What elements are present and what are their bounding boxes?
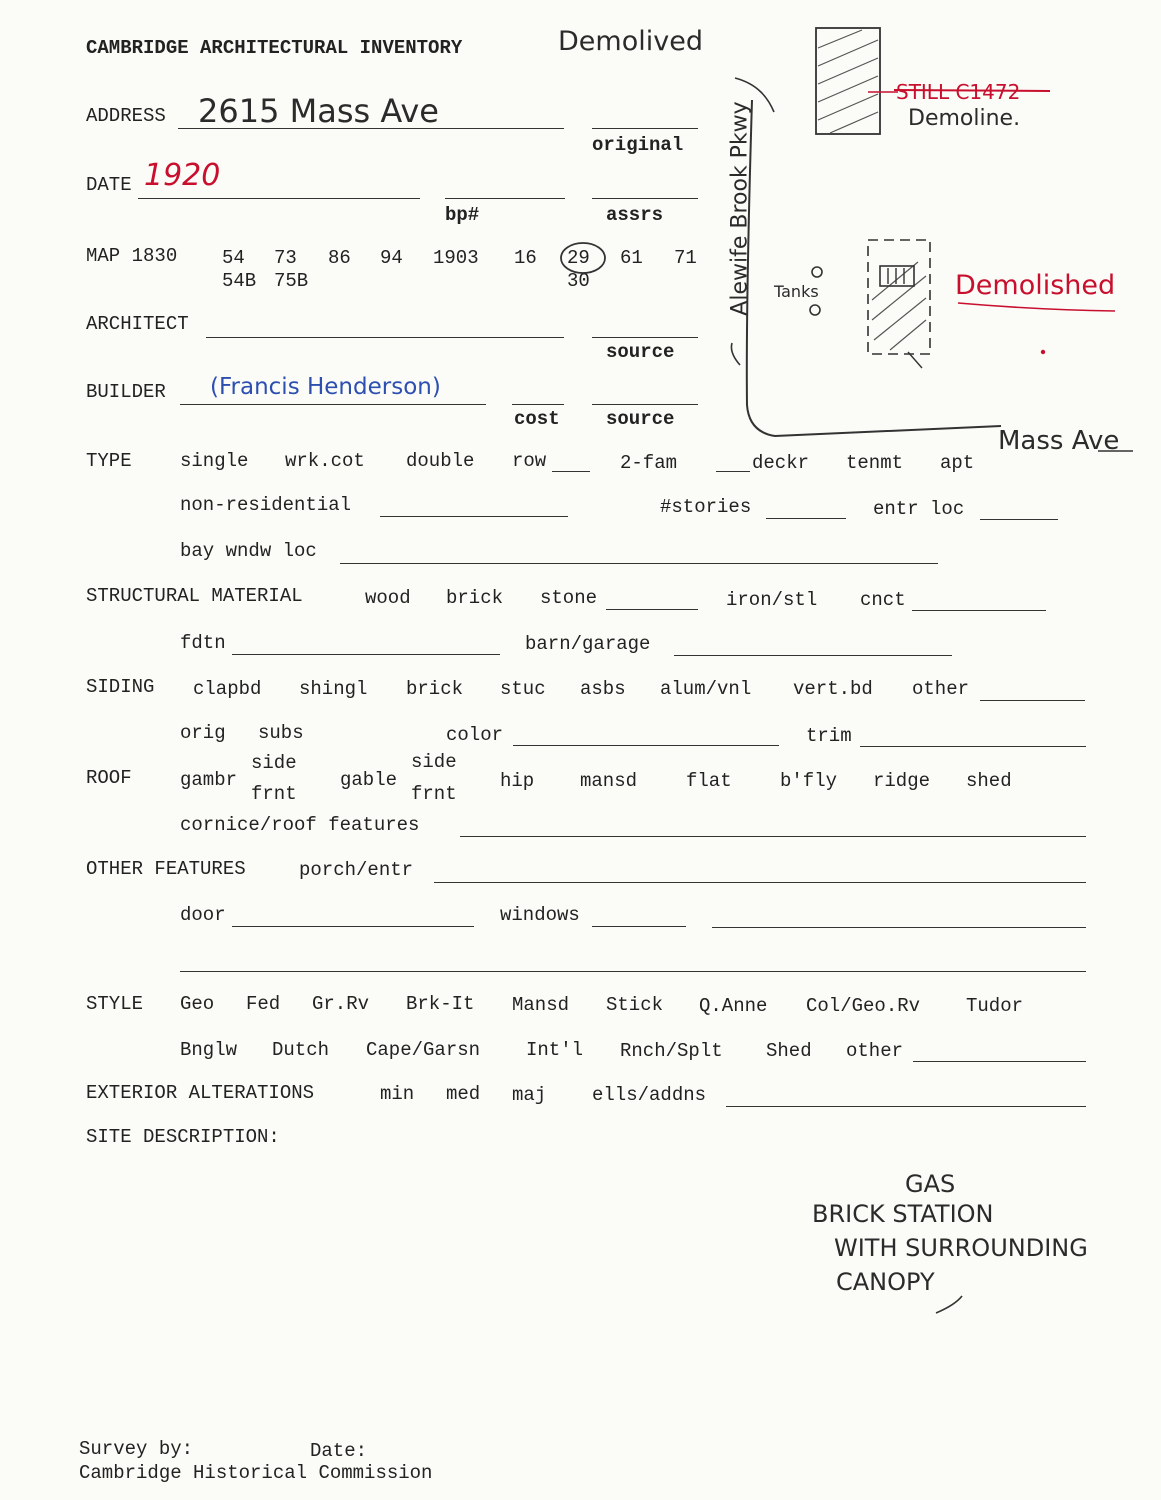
source-label: source: [606, 341, 675, 363]
date-label: DATE: [86, 174, 132, 196]
site-label: SITE DESCRIPTION:: [86, 1126, 280, 1148]
style-option: Int'l: [526, 1039, 584, 1061]
survey-label: Survey by:: [79, 1438, 194, 1460]
assrs-label: assrs: [606, 204, 664, 226]
structural-option: stone: [540, 587, 598, 609]
roof-gambr-side: side: [251, 752, 297, 774]
roof-option: shed: [966, 770, 1012, 792]
handwritten-builder: (Francis Henderson): [210, 374, 441, 400]
roof-gambr: gambr: [180, 769, 238, 791]
structural-option: iron/stl: [726, 589, 818, 611]
style-option: Dutch: [272, 1039, 330, 1061]
style-option: Stick: [606, 994, 664, 1016]
demolished-underline: [958, 303, 1115, 311]
entr-loc-label: entr loc: [873, 498, 965, 520]
siding-option: stuc: [500, 678, 546, 700]
siding-option: asbs: [580, 678, 626, 700]
survey-date-label: Date:: [310, 1440, 368, 1462]
commission: Cambridge Historical Commission: [79, 1462, 433, 1484]
mass-ave-label: Mass Ave: [998, 426, 1120, 456]
structural-option: wood: [365, 587, 411, 609]
map-year: 61: [620, 247, 643, 269]
siding-option: alum/vnl: [660, 678, 752, 700]
map-year: 16: [514, 247, 537, 269]
site-desc-line1: GAS: [905, 1170, 956, 1198]
type-option: tenmt: [846, 452, 904, 474]
fdtn-label: fdtn: [180, 632, 226, 654]
type-option: single: [180, 450, 249, 472]
siding-option: other: [912, 678, 970, 700]
type-option: apt: [940, 452, 975, 474]
cost-label: cost: [514, 408, 560, 430]
exterior-option: min: [380, 1083, 415, 1105]
type-label: TYPE: [86, 450, 132, 472]
trim-label: trim: [806, 725, 852, 747]
map-year-circled: 29: [567, 247, 590, 269]
site-desc-line4: CANOPY: [836, 1268, 935, 1296]
street-label-vertical: Alewife Brook Pkwy: [727, 101, 753, 316]
architect-label: ARCHITECT: [86, 313, 189, 335]
still-label: STILL C1472: [896, 80, 1021, 104]
map-year: 71: [674, 247, 697, 269]
form-title: CAMBRIDGE ARCHITECTURAL INVENTORY: [86, 37, 463, 59]
roof-gambr-frnt: frnt: [251, 783, 297, 805]
structural-option: cnct: [860, 589, 906, 611]
map-year: 86: [328, 247, 351, 269]
siding-option: vert.bd: [793, 678, 873, 700]
siding-option: shingl: [299, 678, 368, 700]
subs-label: subs: [258, 722, 304, 744]
style-option: Rnch/Splt: [620, 1040, 723, 1062]
map-year: 94: [380, 247, 403, 269]
roof-gable-frnt: frnt: [411, 783, 457, 805]
exterior-option: ells/addns: [592, 1084, 707, 1106]
map-label: MAP 1830: [86, 245, 178, 267]
handwritten-address: 2615 Mass Ave: [198, 92, 439, 130]
map-year: 54B: [222, 270, 257, 292]
type-option: row: [512, 450, 547, 472]
station-diagonal: [908, 352, 922, 368]
original-label: original: [592, 134, 684, 156]
type-option: 2-fam: [620, 452, 678, 474]
bay-label: bay wndw loc: [180, 540, 317, 562]
style-option: Shed: [766, 1040, 812, 1062]
tank-icon: [812, 267, 822, 277]
orig-label: orig: [180, 722, 226, 744]
color-label: color: [446, 724, 504, 746]
style-option: Geo: [180, 993, 215, 1015]
style-label: STYLE: [86, 993, 144, 1015]
demolished-top-note: Demolived: [558, 26, 703, 57]
style-option: Cape/Garsn: [366, 1039, 481, 1061]
style-option: other: [846, 1040, 904, 1062]
roof-option: flat: [686, 770, 732, 792]
builder-label: BUILDER: [86, 381, 166, 403]
porch-label: porch/entr: [299, 859, 414, 881]
roof-label: ROOF: [86, 767, 132, 789]
siding-option: clapbd: [193, 678, 262, 700]
nonres-label: non-residential: [180, 494, 352, 516]
exterior-label: EXTERIOR ALTERATIONS: [86, 1082, 315, 1104]
roof-gable: gable: [340, 769, 398, 791]
tank-icon: [810, 305, 820, 315]
map-year: 1903: [433, 247, 479, 269]
red-dot: [1041, 350, 1045, 354]
map-year: 30: [567, 270, 590, 292]
cornice-label: cornice/roof features: [180, 814, 420, 836]
roof-gable-side: side: [411, 751, 457, 773]
style-option: Q.Anne: [699, 995, 768, 1017]
demolished-red-note: Demolished: [955, 270, 1116, 301]
street-corner: [747, 100, 1001, 436]
handwritten-date: 1920: [144, 158, 221, 193]
other-features-label: OTHER FEATURES: [86, 858, 246, 880]
roof-option: hip: [500, 770, 535, 792]
style-option: Tudor: [966, 995, 1024, 1017]
tanks-label: Tanks: [774, 282, 819, 301]
address-label: ADDRESS: [86, 105, 166, 127]
roof-option: mansd: [580, 770, 638, 792]
siding-label: SIDING: [86, 676, 155, 698]
stories-label: #stories: [660, 496, 752, 518]
exterior-option: maj: [512, 1084, 547, 1106]
map-year: 73: [274, 247, 297, 269]
site-desc-line2: BRICK STATION: [812, 1200, 994, 1228]
bp-label: bp#: [445, 204, 480, 226]
circle-29: [561, 243, 605, 273]
style-option: Brk-It: [406, 993, 475, 1015]
style-option: Bnglw: [180, 1039, 238, 1061]
map-year: 54: [222, 247, 245, 269]
barn-label: barn/garage: [525, 633, 651, 655]
canopy-bracket: [936, 1296, 962, 1313]
style-option: Mansd: [512, 994, 570, 1016]
exterior-option: med: [446, 1083, 481, 1105]
door-label: door: [180, 904, 226, 926]
type-option: wrk.cot: [285, 450, 365, 472]
style-option: Gr.Rv: [312, 993, 370, 1015]
style-option: Col/Geo.Rv: [806, 995, 921, 1017]
style-option: Fed: [246, 993, 281, 1015]
type-option: double: [406, 450, 475, 472]
roof-option: b'fly: [780, 770, 838, 792]
siding-option: brick: [406, 678, 464, 700]
source-label: source: [606, 408, 675, 430]
structural-option: brick: [446, 587, 504, 609]
type-option: deckr: [752, 452, 810, 474]
windows-label: windows: [500, 904, 580, 926]
map-year: 75B: [274, 270, 309, 292]
roof-option: ridge: [873, 770, 931, 792]
site-desc-line3: WITH SURROUNDING: [834, 1234, 1088, 1262]
demolished-right-note: Demoline.: [908, 106, 1021, 131]
structural-label: STRUCTURAL MATERIAL: [86, 585, 303, 607]
